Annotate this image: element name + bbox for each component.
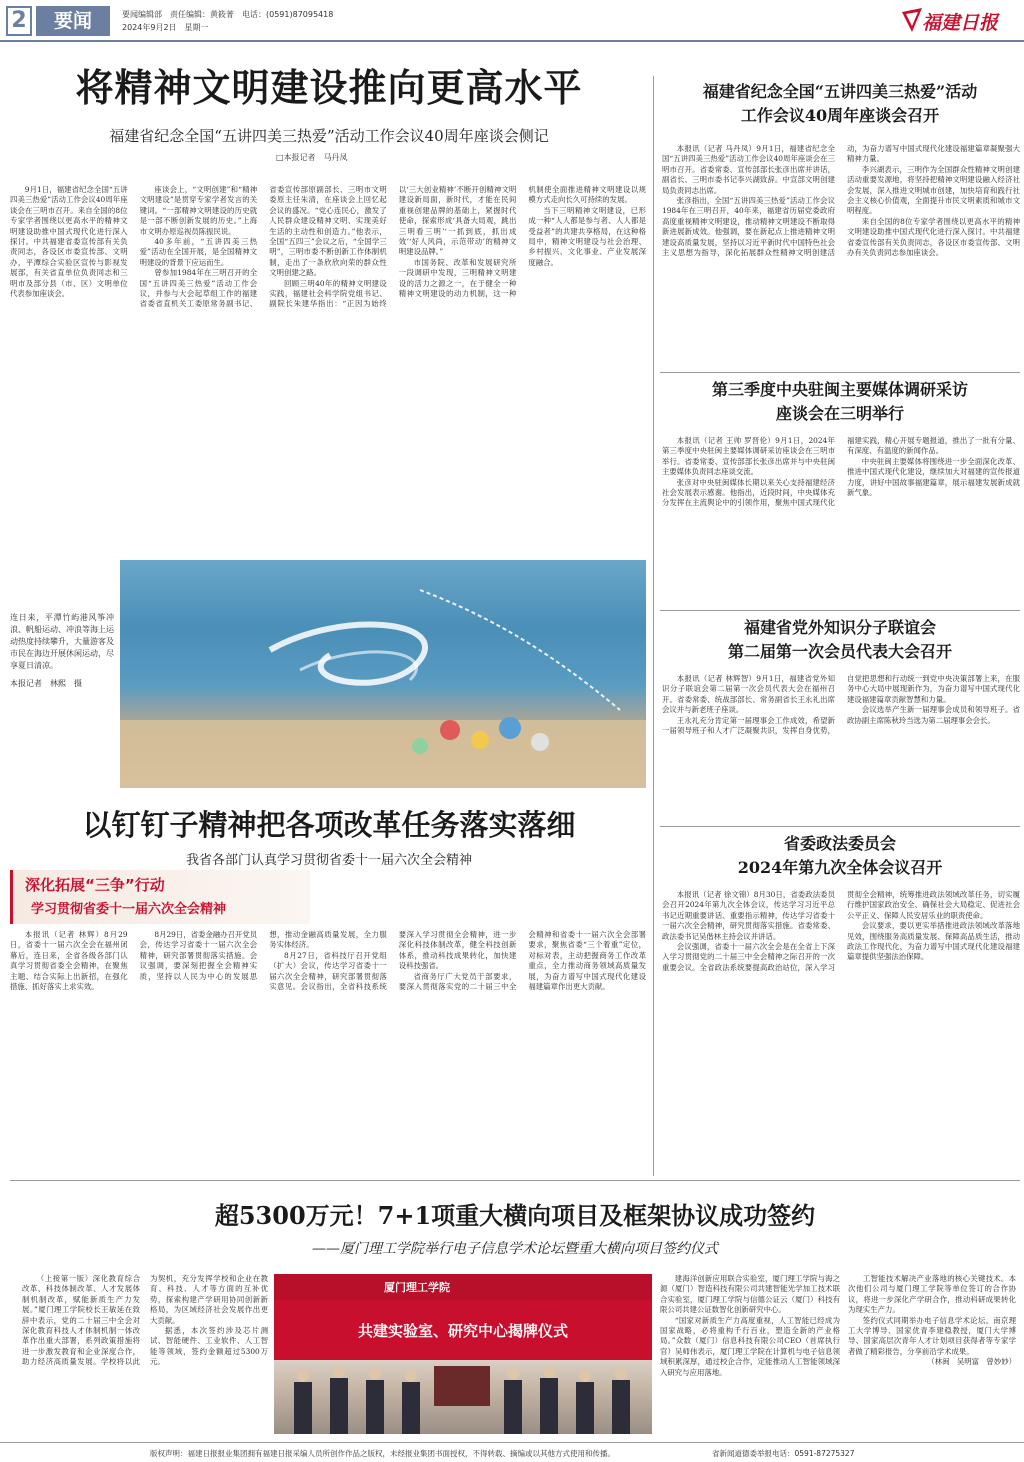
project-headline: 超5300万元！7+1项重大横向项目及框架协议成功签约 (214, 1201, 816, 1230)
story4-paragraph: 会议要求，要以更实举措推进政法领域改革落地见效，围绕服务高质量发展、保障高品质生活，推动政法工作现代化，为奋力谱写中国式现代化建设福建篇章提供坚强法治保障。 (847, 921, 1020, 962)
project-body-right (660, 1274, 840, 1434)
right-divider (660, 826, 1020, 827)
project-paragraph: 工智能技术解决产业落地的核心关键技术。本次他们公司与厦门理工学院等单位签订的合作协议，将进一步深化产学研合作，推动科研成果转化为现实生产力。 (848, 1274, 1016, 1315)
project-body-far (848, 1274, 1016, 1434)
reform-headline: 以钉钉子精神把各项改革任务落实落细 (82, 808, 576, 842)
lead-paragraph: 回顾三明40年的精神文明建设实践，福建社会科学院党组书记、副院长朱建华指出：“正因为始终以‘三大创业精神’不断开创精神文明建设新局面，新时代，才能在民间重视创建品牌的基础上，紧握时代使命，探索形成‘具备大局观，跳出三明看三明’‘一抓到底，抓出成效’‘好人风尚，示范带动’的精神文明建设品牌。” (269, 185, 517, 309)
story2-headline-line2: 座谈会在三明举行 (775, 404, 904, 423)
project-subhead: ——厦门理工学院举行电子信息学术论坛暨重大横向项目签约仪式 (312, 1241, 718, 1257)
lead-paragraph: 曾参加1984年在三明召开的全国“五讲四美三热爱”活动工作会议，并参与大会起草组工作的福建省委省直机关工委原常务副书记、省委宣传部原副部长、三明市文明委原主任朱清，在座谈会上回忆起会议的盛况。“党心连民心，激发了人民群众建设精神文明、实现美好生活的主动性和创造力。”他表示，全国“五四三”会议之后，“全国学三明”，三明市委不断创新工作体制机制，走出了一条欣欣向荣的群众性文明创建之路。 (139, 185, 387, 309)
story1-paragraph: 李兴湖表示，三明作为全国群众性精神文明创建活动重要发源地，将坚持把精神文明建设融入经济社会发展，深入推进文明城市创建，加快培育和践行社会主义核心价值观，全面提升市民文明素质和城市文明程度。 (847, 164, 1020, 216)
header-info (122, 8, 333, 34)
lead-paragraph: 座谈会上，“文明创建”和“精神文明建设”是贯穿专家学者发言的关键词。“一部精神文明建设的历史就是一部不断创新发展的历史。”上海市文明办原巡视员陈振民说。 (139, 185, 258, 236)
story2-paragraph: 本报讯（记者 王帅 罗晋伦）9月1日，2024年第三季度中央驻闽主要媒体调研采访座谈会在三明市举行。省委常委、宣传部部长张彦出席并与中央驻闽主要媒体负责同志座谈交流。 (662, 436, 835, 477)
copyright-notice: 版权声明：福建日报报业集团拥有福建日报采编人员所创作作品之版权，未经报业集团书面授权，不得转载、摘编或以其他方式使用和传播。 (150, 1449, 615, 1458)
lead-headline: 将精神文明建设推向更高水平 (75, 66, 583, 110)
right-divider (660, 372, 1020, 373)
ceremony-people-icon (274, 1360, 652, 1434)
hotline: 省新闻道德委举报电话：0591-87275327 (712, 1449, 855, 1458)
right-story4-headline (660, 832, 1020, 886)
photo-caption-byline: 本报记者 林熙 摄 (10, 679, 82, 688)
masthead (0, 0, 1024, 44)
banner-line-2: 学习贯彻省委十一届六次全会精神 (31, 902, 227, 917)
story1-paragraph: 本报讯（记者 马丹凤）9月1日，福建省纪念全国“五讲四美三热爱”活动工作会议40周年座谈会在三明市召开。省委常委、宣传部部长张彦出席并讲话，副省长、三明市委书记李兴湖致辞。中宣部文明创建局负责同志出席。 (662, 144, 835, 195)
story1-paragraph: 来自全国的8位专家学者围绕以更高水平的精神文明建设助推中国式现代化进行深入探讨。中共福建省委宣传部有关负责同志，各设区市委宣传部、文明办有关负责同志参加座谈会。 (847, 216, 1020, 258)
lead-paragraph: 9月1日，福建省纪念全国“五讲四美三热爱”活动工作会议40周年座谈会在三明市召开。来自全国的8位专家学者围绕以更高水平的精神文明建设助推中国式现代化进行深入探讨。中共福建省委宣传部有关负责同志，各设区市委宣传部、文明办，平潭综合实验区宣传与影视发展部，有关省直单位负责同志和三明市及部分县（市、区）文明单位代表参加座谈会。 (10, 185, 128, 299)
beach-scene-icon (120, 560, 646, 788)
story4-paragraph: 会议强调，省委十一届六次全会是在全省上下深入学习贯彻党的二十届三中全会精神之际召开的一次重要会议。全省政法系统要提高政治站位，深入学习贯彻全会精神，统筹推进政法领域改革任务，切实履行维护国家政治安全、确保社会大局稳定、促进社会公平正义、保障人民安居乐业的职责使命。 (662, 890, 1020, 972)
reform-subhead: 我省各部门认真学习贯彻省委十一届六次全会精神 (185, 853, 472, 868)
project-paragraph: 签约仪式同期举办电子信息学术论坛。南京理工大学博导、国家优青李建稳教授，厦门大学博导、国家高层次青年人才计划项目获得者等专家学者做了精彩报告，分享前沿学术成果。 (848, 1315, 1016, 1356)
date-line: 2024年9月2日 星期一 (122, 23, 209, 32)
lab-banner-text: 共建实验室、研究中心揭牌仪式 (357, 1322, 568, 1340)
story4-paragraph: 本报讯（记者 徐文锦）8月30日，省委政法委员会召开2024年第九次全体会议，传达学习习近平总书记近期重要讲话、重要指示精神，传达学习省委十一届六次全会精神，研究贯彻落实措施。省委常委、政法委书记吴偕林主持会议并讲话。 (662, 890, 835, 941)
reform-paragraph: 8月29日，省委金融办召开党员会，传达学习省委十一届六次全会精神，研究部署贯彻落实措施。会议强调，要深刻把握全会精神实质，坚持以人民为中心的发展思想，推动金融高质量发展，全力服务实体经济。 (139, 930, 387, 981)
right-story1-body (662, 144, 1020, 369)
beach-photo (120, 560, 646, 788)
header-divider (0, 40, 1024, 42)
project-paragraph: 建海洋创新应用联合实验室，厦门理工学院与海之源（厦门）智造科技有限公司共建智能光学加工技术联合实验室，厦门理工学院与信德公证云（厦门）科技有限公司共建公证数智化创新研究中心。 (660, 1274, 840, 1315)
photo-caption-text: 连日来，平潭竹屿港风筝冲浪、帆船运动、冲浪等海上运动热度持续攀升，大量游客及市民在海边开展休闲运动，尽享夏日清凉。 (10, 613, 114, 670)
story4-headline-line2: 2024年第九次全体会议召开 (737, 858, 943, 877)
newspaper-logo (900, 6, 1018, 38)
story1-paragraph: 张彦指出，全国“五讲四美三热爱”活动工作会议1984年在三明召开，40年来，福建省历届党委政府高度重视精神文明建设，推动精神文明建设不断取得新进展新成效。他强调，要在新起点上推进精神文明建设高质量发展，坚持以习近平新时代中国特色社会主义思想为指导，深化拓展群众性精神文明创建活动，为奋力谱写中国式现代化建设福建篇章凝聚强大精神力量。 (662, 144, 1020, 258)
story3-headline-line2: 第二届第一次会员代表大会召开 (727, 642, 952, 661)
story3-paragraph: 本报讯（记者 林辉智）9月1日，福建省党外知识分子联谊会第二届第一次会员代表大会在福州召开。省委常委、统战部部长、常务副省长王永礼出席会议并与新老班子座谈。 (662, 674, 835, 715)
reform-paragraph: 省商务厅广大党员干部要求，要深入贯彻落实党的二十届三中全会精神和省委十一届六次全会部署要求，聚焦省委“三个着重”定位，对标对表，主动把握商务工作改革重点，全力推动商务领域高质量发展，为奋力谱写中国式现代化建设福建篇章作出更大贡献。 (398, 930, 646, 992)
photo-caption (10, 612, 114, 732)
story4-headline-line1: 省委政法委员会 (783, 834, 896, 853)
page-footer (0, 1442, 1024, 1462)
editor-line: 要闻编辑部 责任编辑：黄筱菁 电话：(0591)87095418 (122, 10, 334, 19)
project-paragraph: 据悉，本次签约涉及芯片测试、智能硬件、工业软件、人工智能等领域，签约金额超过5300万元。 (150, 1326, 268, 1367)
lead-headline-box (10, 60, 648, 120)
right-story3-headline (660, 616, 1020, 670)
reform-body (10, 930, 646, 1170)
story3-paragraph: 王永礼充分肯定第一届理事会工作成效，希望新一届领导班子和人才广泛凝聚共识，发挥自身优势，自觉把思想和行动统一到党中央决策部署上来，在服务中心大局中展现新作为，为奋力谱写中国式现代化建设福建篇章贡献智慧和力量。 (662, 674, 1020, 736)
story3-headline-line1: 福建省党外知识分子联谊会 (743, 618, 936, 637)
lab-banner-board (274, 1300, 652, 1360)
story2-paragraph: 张彦对中央驻闽媒体长期以来关心支持福建经济社会发展表示感谢。他指出，近段时间，中央媒体充分发挥在主流舆论中的引领作用，聚焦中国式现代化福建实践，精心开展专题报道，推出了一批有分量、有深度、有温度的新闻作品。 (662, 436, 1020, 508)
lead-paragraph: 市国务院、改革和发展研究所一段调研中发现，三明精神文明建设的活力之源之一，在于健全一种精神文明建设的动力机制，这一种机制使全面推进精神文明建设以规模方式走向长久可持续的发展。 (398, 185, 646, 299)
banner-line-1: 深化拓展“三争”行动 (25, 876, 165, 894)
project-body-left (22, 1274, 268, 1434)
story2-headline-line1: 第三季度中央驻闽主要媒体调研采访 (711, 380, 968, 399)
column-divider (653, 76, 654, 1176)
photo-top-banner (274, 1274, 652, 1300)
story1-headline-line1: 福建省纪念全国“五讲四美三热爱”活动 (702, 82, 978, 101)
school-name: 厦门理工学院 (384, 1281, 450, 1294)
lead-paragraph: 40多年前，“五讲四美三热爱”活动在全国开展，是全国精神文明建设的背景下应运而生。 (139, 237, 258, 267)
right-divider (660, 610, 1020, 611)
story1-headline-line2: 工作会议40周年座谈会召开 (740, 106, 940, 125)
reform-special-banner (10, 870, 310, 924)
story2-paragraph: 中央驻闽主要媒体将围绕进一步全面深化改革、推进中国式现代化建设，继续加大对福建的宣传报道力度，讲好中国故事福建篇章，展示福建发展新成就新气象。 (847, 456, 1020, 498)
reform-paragraph: 本报讯（记者 林辉）8月29日，省委十一届六次全会在福州闭幕后，连日来，全省各级各部门认真学习贯彻省委全会精神，在聚焦主题、结合实际上出新招，在强化措施、抓好落实上求实效。 (10, 930, 128, 992)
right-story2-headline (660, 378, 1020, 434)
right-story3-body (662, 674, 1020, 824)
logo-mark-icon (900, 6, 924, 34)
lead-subhead: 福建省纪念全国“五讲四美三热爱”活动工作会议40周年座谈会侧记 (109, 127, 549, 145)
section-divider (10, 1180, 1020, 1181)
signing-photo (274, 1274, 652, 1434)
lead-body (10, 185, 646, 560)
right-story1-headline (660, 80, 1020, 140)
right-story4-body (662, 890, 1020, 1170)
page-number: 2 (6, 6, 32, 36)
right-story2-body (662, 436, 1020, 606)
project-paragraph: （上接第一版）深化教育综合改革、科技体制改革、人才发展体制机制改革，赋能新质生产力发展。”厦门理工学院校长王敏延在致辞中表示，党的二十届三中全会对深化教育科技人才体制机制一体改革作出重大部署，系列政策措施将进一步激发教育和企业深度合作，助力经济高质量发展。学校将以此为契机，充分发挥学校和企业在教育、科技、人才等方面的互补优势，探索构建产学研用协同创新新格局，为区域经济社会发展作出更大贡献。 (22, 1274, 268, 1367)
lead-byline: □本报记者 马丹凤 (276, 153, 348, 162)
project-paragraph: “国家对新质生产力高度重视，人工智能已经成为国家战略，必将重构千行百业，塑造全新的产业格局。”众数（厦门）信息科技有限公司CEO（首席执行官）吴师伟表示，厦门理工学院在计算机与电子信息领域积累深厚，通过校企合作，定能推动人工智能领域深入研究与应用落地。 (660, 1315, 840, 1377)
logo-text: 福建日报 (922, 12, 999, 34)
lead-paragraph: 当下三明精神文明建设，已形成一种“人人都是参与者、人人都是受益者”的共建共享格局，在这种格局中，精神文明建设与社会治理、乡村振兴、文化事业、产业发展深度融合。 (528, 205, 646, 267)
project-credit: （林闽 吴明富 曾妙妙） (927, 1357, 1016, 1367)
section-tag: 要闻 (36, 6, 110, 36)
story3-paragraph: 会议选举产生新一届理事会成员和领导班子。省政协副主席陈秋玲当选为第二届理事会会长。 (847, 705, 1020, 725)
reform-paragraph: 8月27日，省科技厅召开党组（扩大）会议，传达学习省委十一届六次全会精神，研究部署贯彻落实意见。会议指出，全省科技系统要深入学习贯彻全会精神，进一步深化科技体制改革，健全科技创新体系，推动科技成果转化，加快建设科技强省。 (269, 930, 517, 992)
